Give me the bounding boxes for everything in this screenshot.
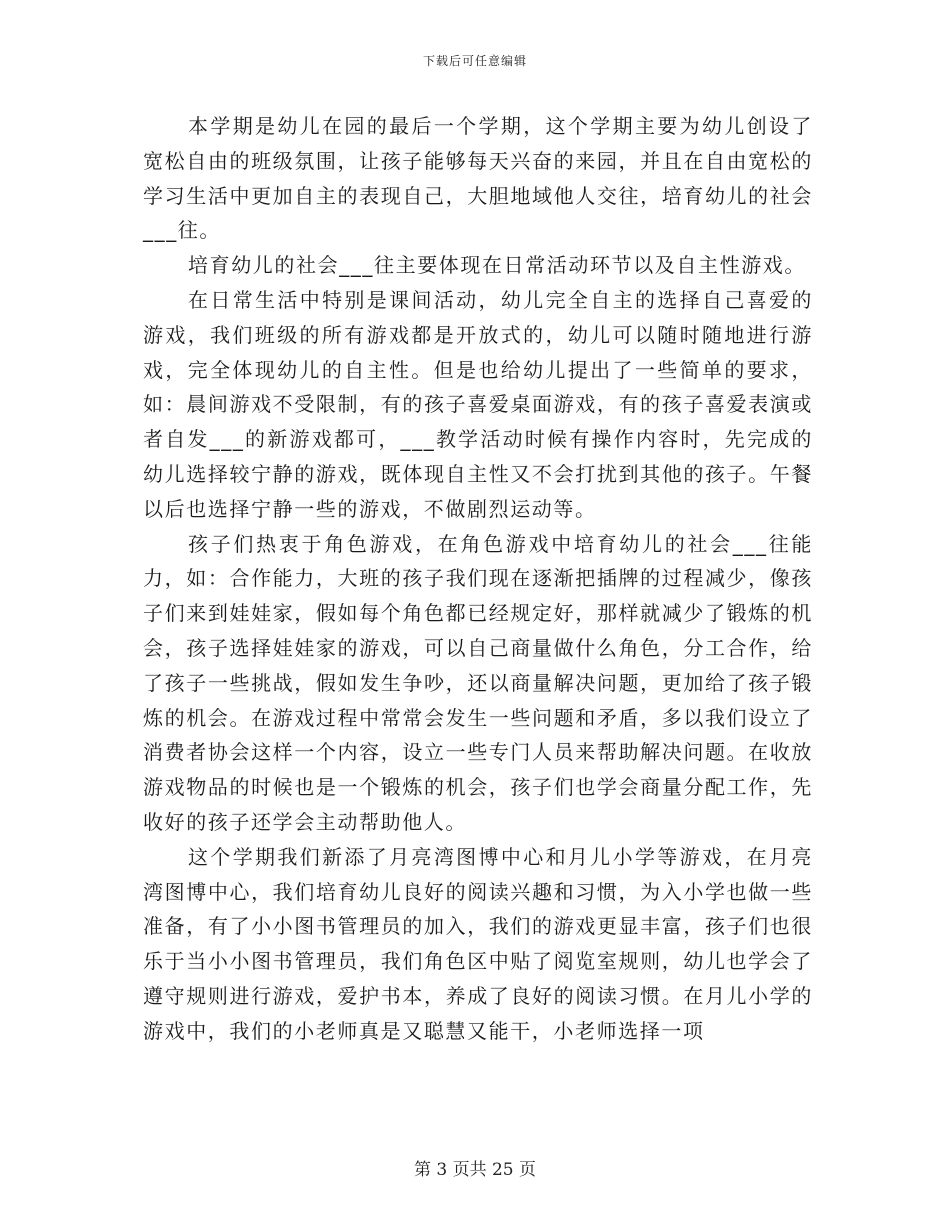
document-body [143,109,813,1049]
paragraph-3: 在日常生活中特别是课间活动，幼儿完全自主的选择自己喜爱的游戏，我们班级的所有游戏都是开放式的，幼儿可以随时随地进行游戏，完全体现幼儿的自主性。但是也给幼儿提出了一些简单的要求，如：晨间游戏不受限制，有的孩子喜爱桌面游戏，有的孩子喜爱表演或者自发___的新游戏都可，___教学活动时候有操作内容时，先完成的幼儿选择较宁静的游戏，既体现自主性又不会打扰到其他的孩子。午餐以后也选择宁静一些的游戏，不做剧烈运动等。 [143,287,813,521]
paragraph-1: 本学期是幼儿在园的最后一个学期，这个学期主要为幼儿创设了宽松自由的班级氛围，让孩子能够每天兴奋的来园，并且在自由宽松的学习生活中更加自主的表现自己，大胆地域他人交往，培育幼儿的社会___往。 [143,114,813,243]
paragraph-5: 这个学期我们新添了月亮湾图博中心和月儿小学等游戏，在月亮湾图博中心，我们培育幼儿良好的阅读兴趣和习惯，为入小学也做一些准备，有了小小图书管理员的加入，我们的游戏更显丰富，孩子们也很乐于当小小图书管理员，我们角色区中贴了阅览室规则，幼儿也学会了遵守规则进行游戏，爱护书本，养成了良好的阅读习惯。在月儿小学的游戏中，我们的小老师真是又聪慧又能干，小老师选择一项 [143,844,813,1043]
paragraph-2: 培育幼儿的社会___往主要体现在日常活动环节以及自主性游戏。 [188,253,806,278]
paragraph-4: 孩子们热衷于角色游戏，在角色游戏中培育幼儿的社会___往能力，如：合作能力，大班的孩子我们现在逐渐把插牌的过程减少，像孩子们来到娃娃家，假如每个角色都已经规定好，那样就减少了锻炼的机会，孩子选择娃娃家的游戏，可以自己商量做什么角色，分工合作，给了孩子一些挑战，假如发生争吵，还以商量解决问题，更加给了孩子锻炼的机会。在游戏过程中常常会发生一些问题和矛盾，多以我们设立了消费者协会这样一个内容，设立一些专门人员来帮助解决问题。在收放游戏物品的时候也是一个锻炼的机会，孩子们也学会商量分配工作，先收好的孩子还学会主动帮助他人。 [143,531,813,834]
page-header: 下载后可任意编辑 [422,54,527,68]
page-footer: 第 3 页共 25 页 [413,1160,537,1180]
